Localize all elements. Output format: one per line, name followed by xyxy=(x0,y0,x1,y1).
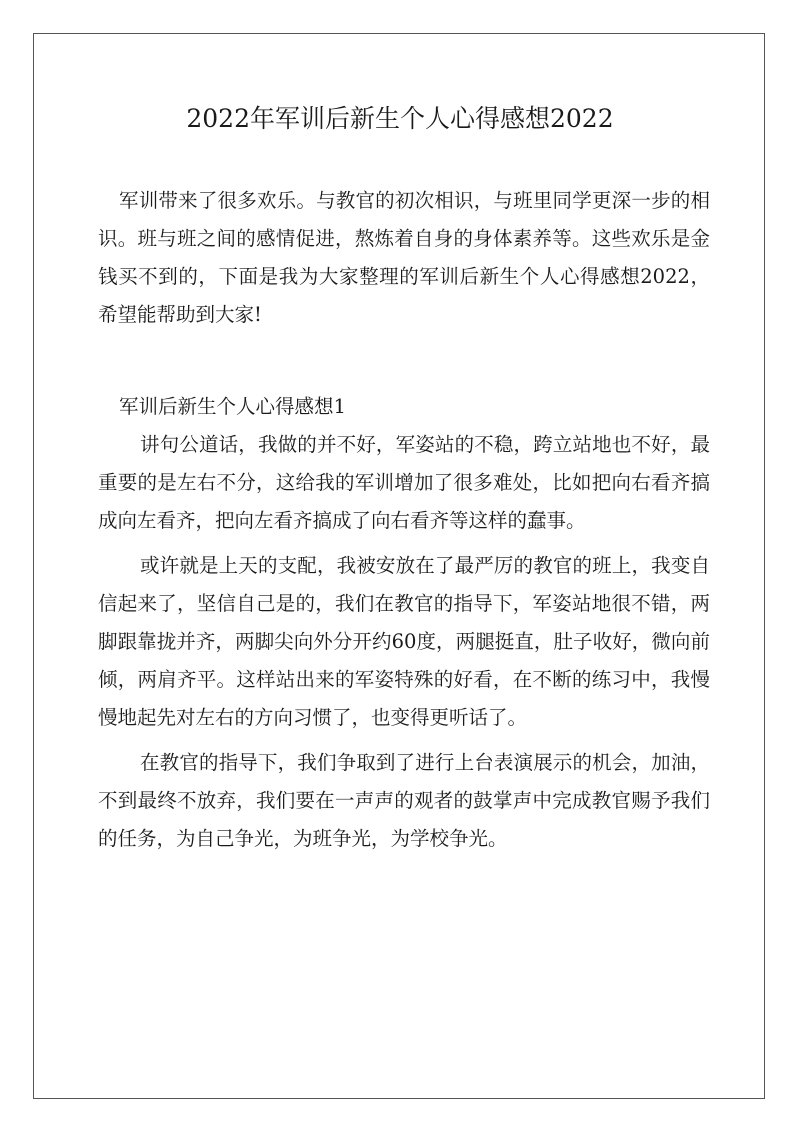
intro-paragraph: 军训带来了很多欢乐。与教官的初次相识，与班里同学更深一步的相识。班与班之间的感情促进，熬炼着自身的身体素养等。这些欢乐是金钱买不到的，下面是我为大家整理的军训后新生个人心得感想2022，希望能帮助到大家! xyxy=(98,189,710,326)
document-body xyxy=(98,182,710,858)
body-paragraph-3: 在教官的指导下，我们争取到了进行上台表演展示的机会，加油，不到最终不放弃，我们要在一声声的观者的鼓掌声中完成教官赐予我们的任务，为自己争光，为班争光，为学校争光。 xyxy=(98,751,710,850)
section-heading: 军训后新生个人心得感想1 xyxy=(119,395,346,418)
body-paragraph-2: 或许就是上天的支配，我被安放在了最严厉的教官的班上，我变自信起来了，坚信自己是的，我们在教官的指导下，军姿站地很不错，两脚跟靠拢并齐，两脚尖向外分开约60度，两腿挺直，肚子收好，微向前倾，两肩齐平。这样站出来的军姿特殊的好看，在不断的练习中，我慢慢地起先对左右的方向习惯了，也变得更听话了。 xyxy=(98,554,710,729)
document-title: 2022年军训后新生个人心得感想2022 xyxy=(186,104,614,133)
body-paragraph-1: 讲句公道话，我做的并不好，军姿站的不稳，跨立站地也不好，最重要的是左右不分，这给我的军训增加了很多难处，比如把向右看齐搞成向左看齐，把向左看齐搞成了向右看齐等这样的蠢事。 xyxy=(98,433,710,532)
section-spacer xyxy=(98,334,710,388)
